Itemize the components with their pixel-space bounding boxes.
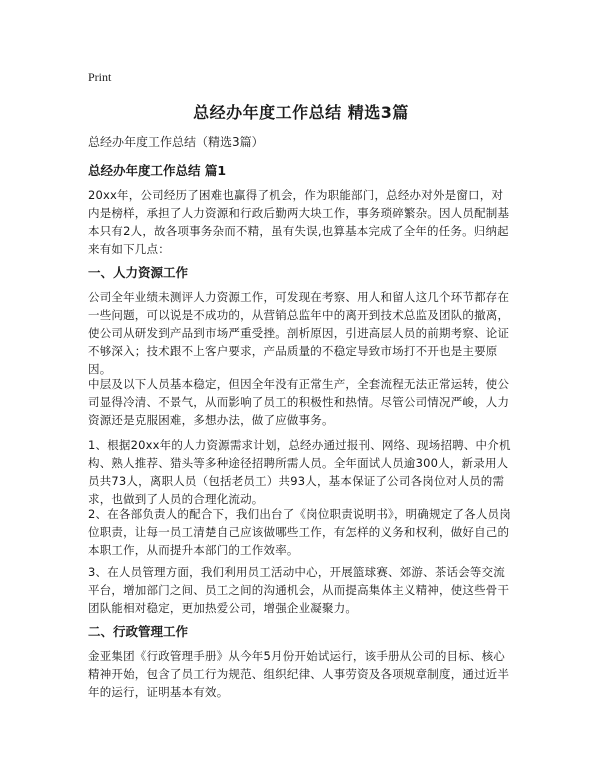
paragraph-admin-manual: 金亚集团《行政管理手册》从今年5月份开始试运行，该手册从公司的目标、核心精神开始，包含了员工行为规范、组织纪律、人事劳资及各项规章制度，通过近半年的运行，证明基本有效。 [88, 649, 510, 699]
intro-paragraph: 20xx年，公司经历了困难也赢得了机会，作为职能部门，总经办对外是窗口，对内是榜样，承担了人力资源和行政后勤两大块工作，事务琐碎繁杂。因人员配制基本只有2人，故各项事务杂而不精，虽有失误,也算基本完成了全年的任务。归纳起来有如下几点： [88, 188, 510, 256]
section-title: 总经办年度工作总结 篇1 [88, 163, 227, 178]
paragraph-job-duties: 2、在各部负责人的配合下，我们出台了《岗位职责说明书》，明确规定了各人员岗位职责，让每一员工清楚自己应该做哪些工作，有怎样的义务和权利，做好自己的本职工作，从而提升本部门的工作效率。 [88, 507, 511, 557]
heading-hr-work: 一、人力资源工作 [88, 265, 189, 280]
heading-admin-work: 二、行政管理工作 [88, 624, 189, 639]
paragraph-hr-review: 公司全年业绩未测评人力资源工作，可发现在考察、用人和留人这几个环节都存在一些问题，可以说是不成功的，从营销总监年中的离开到技术总监及团队的撤离，使公司从研发到产品到市场严重受挫。剖析原因，引进高层人员的前期考察、论证不够深入；技术跟不上客户要求，产品质量的不稳定导致市场打不开也是主要原因。 [88, 290, 510, 376]
document-subtitle: 总经办年度工作总结（精选3篇） [88, 135, 264, 149]
paragraph-recruitment: 1、根据20xx年的人力资源需求计划，总经办通过报刊、网络、现场招聘、中介机构、熟人推荐、猎头等多种途径招聘所需人员。全年面试人员逾300人，新录用人员共73人，离职人员（包括老员工）共93人，基本保证了公司各岗位对人员的需求，也做到了人员的合理化流动。 [88, 438, 511, 506]
paragraph-staff-stability: 中层及以下人员基本稳定，但因全年没有正常生产，全套流程无法正常运转，使公司显得冷清、不景气，从而影响了员工的积极性和热情。尽管公司情况严峻，人力资源还是克服困难，多想办法，做了应做事务。 [88, 377, 510, 427]
print-label: Print [88, 70, 112, 84]
paragraph-staff-management: 3、在人员管理方面，我们利用员工活动中心，开展篮球赛、郊游、茶话会等交流平台，增加部门之间、员工之间的沟通机会，从而提高集体主义精神，使这些骨干团队能相对稳定，更加热爱公司，增强企业凝聚力。 [88, 565, 510, 615]
document-title: 总经办年度工作总结 精选3篇 [193, 103, 409, 122]
